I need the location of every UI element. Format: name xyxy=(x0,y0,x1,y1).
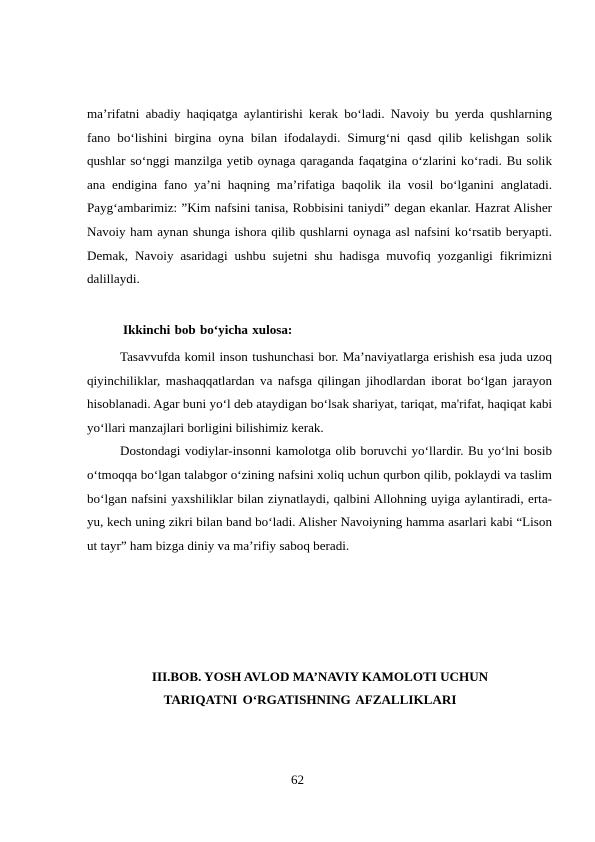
body-text-block-2 xyxy=(87,345,552,557)
section-summary-heading: Ikkinchi bob bo‘yicha xulosa: xyxy=(123,322,293,337)
chapter-heading-line-1: III.BOB. YOSH AVLOD MA’NAVIY KAMOLOTI UCHUN xyxy=(151,669,489,684)
paragraph-2: Tasavvufda komil inson tushunchasi bor. Ma’naviyatlarga erishish esa juda uzoq qiyinchiliklar, mashaqqatlardan va nafsga qilingan jihodlardan iborat bo‘lgan jarayon hisoblanadi. Agar buni yo‘l deb ataydigan bo‘lsak shariyat, tariqat, ma'rifat, haqiqat kabi yo‘llari manzajlari borligini bilishimiz kerak. xyxy=(87,349,552,435)
body-text-block-1 xyxy=(87,102,552,291)
paragraph-1: ma’rifatni abadiy haqiqatga aylantirishi kerak bo‘ladi. Navoiy bu yerda qushlarning fano bo‘lishini birgina oyna bilan ifodalaydi. Simurg‘ni qasd qilib kelishgan solik qushlar so‘nggi manzilga yetib oynaga qaraganda faqatgina o‘zlarini ko‘radi. Bu solik ana endigina fano ya’ni haqning ma’rifatiga baqolik ila vosil bo‘lganini anglatadi. Payg‘ambarimiz: ”Kim nafsini tanisa, Robbisini taniydi” degan ekanlar. Hazrat Alisher Navoiy ham aynan shunga ishora qilib qushlarni oynaga asl nafsini ko‘rsatib beryapti. Demak, Navoiy asaridagi ushbu sujetni shu hadisga muvofiq yozganligi fikrimizni dalillaydi. xyxy=(87,106,552,287)
chapter-heading xyxy=(100,665,540,711)
paragraph-3: Dostondagi vodiylar-insonni kamolotga olib boruvchi yo‘llardir. Bu yo‘lni bosib o‘tmoqqa bo‘lgan talabgor o‘zining nafsini xoliq uchun qurbon qilib, poklaydi va taslim bo‘lgan nafsini yaxshiliklar bilan ziynatlaydi, qalbini Allohning uyiga aylantiradi, erta-yu, kech uning zikri bilan band bo‘ladi. Alisher Navoiyning hamma asarlari kabi “Lison ut tayr” ham bizga diniy va ma’rifiy saboq beradi. xyxy=(87,443,552,553)
chapter-heading-line-2: TARIQATNI O‘RGATISHNING AFZALLIKLARI xyxy=(163,692,457,707)
page-number: 62 xyxy=(290,772,305,787)
